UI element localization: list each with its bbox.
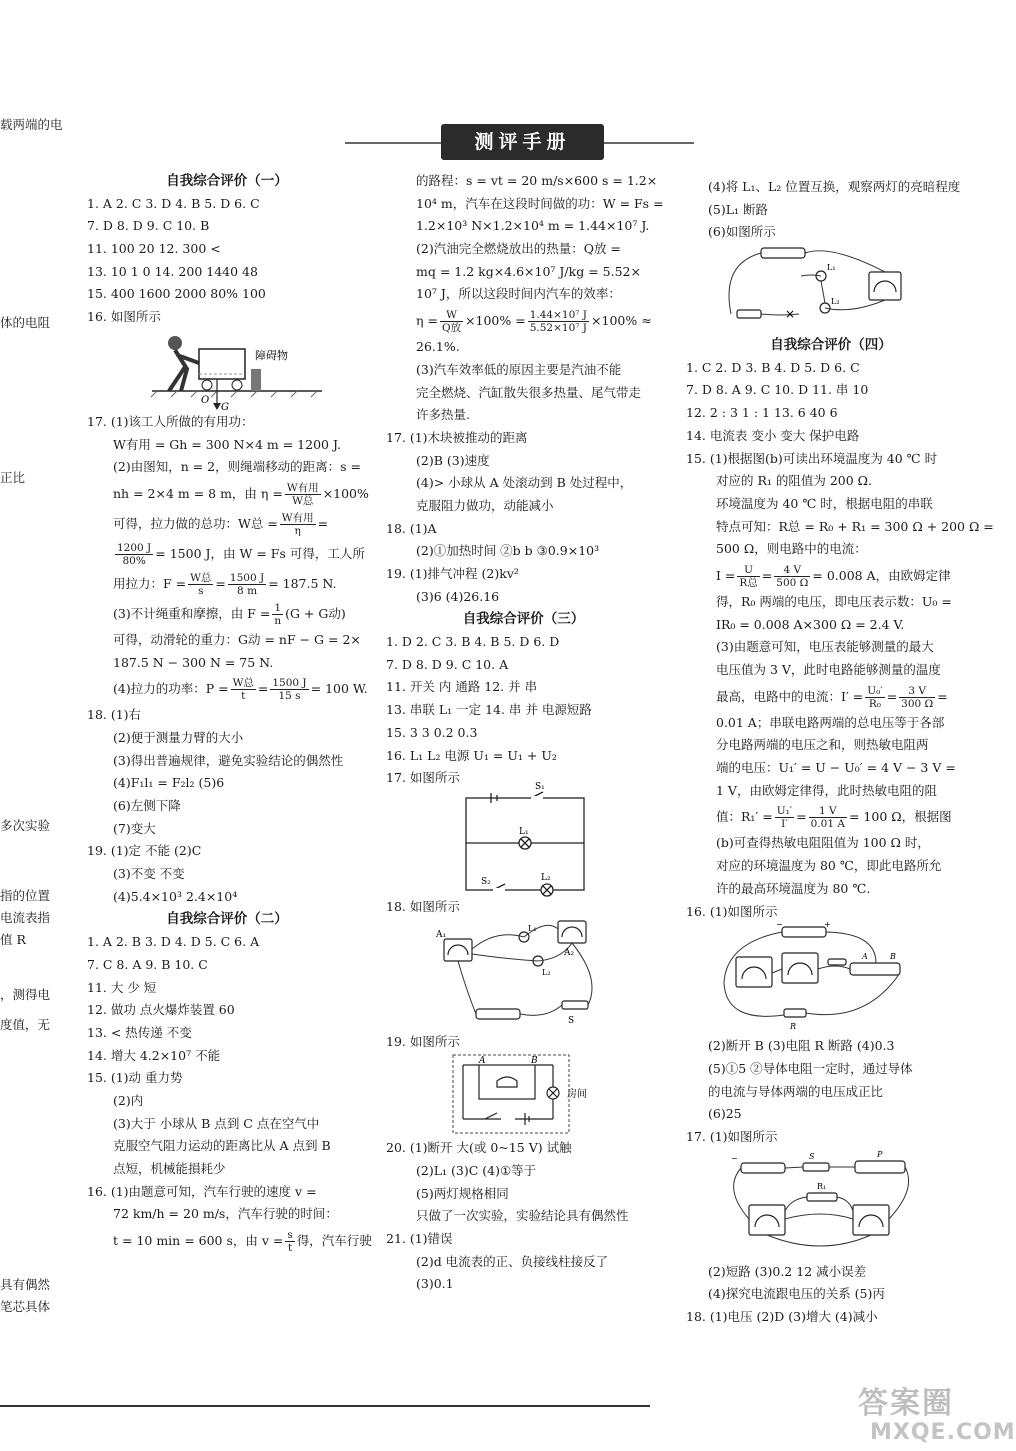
bottom-rule	[0, 1405, 650, 1407]
answer-line: (3)汽车效率低的原因主要是汽油不能	[416, 361, 622, 377]
room-label: 房间	[567, 1089, 587, 1101]
edge-text: 电流表指	[0, 910, 51, 925]
answer-line-formula	[686, 561, 976, 591]
edge-text: 值 R	[0, 932, 26, 947]
svg-text:L₁: L₁	[519, 826, 529, 837]
answer-line: 12. 2 : 3 1 : 1 13. 6 40 6	[686, 405, 838, 421]
fraction-denominator: W总	[292, 494, 314, 507]
fraction	[775, 805, 794, 830]
answer-line: 只做了一次实验，实验结论具有偶然性	[416, 1208, 629, 1224]
answer-line: 1.2×10³ N×1.2×10⁴ m = 1.44×10⁷ J.	[416, 218, 650, 234]
fraction-numerator: 1500 J	[229, 571, 265, 584]
svg-text:L₂: L₂	[542, 967, 551, 977]
answer-line: 点短，机械能損耗少	[113, 1161, 226, 1176]
answer-line: 7. C 8. A 9. B 10. C	[87, 956, 208, 972]
answer-line: 13. 10 1 0 14. 200 1440 48	[87, 263, 258, 279]
answer-line: 分电路两端的电压之和，则热敏电阻两	[716, 737, 929, 753]
formula-text: t = 10 min = 600 s，由 v =	[113, 1233, 284, 1249]
answer-line: 10⁴ m，汽车在这段时间做的功：W = Fs =	[416, 195, 664, 211]
answer-line: 13. 串联 L₁ 一定 14. 串 并 电源短路	[386, 702, 592, 718]
fraction	[272, 602, 283, 627]
fraction-denominator: 80%	[122, 554, 146, 567]
svg-text:L₂: L₂	[831, 297, 840, 307]
fraction-denominator: R总	[739, 576, 758, 589]
fraction-denominator: η	[294, 524, 301, 537]
header-rule-right	[604, 142, 694, 144]
svg-text:A₁: A₁	[436, 929, 447, 940]
svg-text:L₂: L₂	[541, 872, 551, 883]
fraction-denominator: 8 m	[237, 584, 258, 597]
fraction-numerator: 4 V	[774, 564, 810, 577]
header-rule-left	[345, 142, 441, 144]
answer-line: (3)6 (4)26.16	[416, 588, 500, 604]
fraction-denominator: t	[287, 1242, 293, 1255]
answer-line: (2)d 电流表的正、负接线柱接反了	[416, 1253, 609, 1269]
fraction-numerator: 1	[272, 602, 283, 615]
answer-line: 19. (1)定 不能 (2)C	[87, 843, 202, 859]
answer-line: 15. (1)根据图(b)可读出环境温度为 40 ℃ 时	[686, 450, 938, 466]
answer-line: 14. 增大 4.2×10⁷ 不能	[87, 1047, 221, 1063]
formula-text: =	[317, 515, 329, 531]
fraction	[228, 572, 266, 597]
svg-text:−: −	[776, 920, 783, 930]
fraction-denominator: I′	[781, 818, 788, 831]
svg-text:S₁: S₁	[535, 781, 545, 792]
answer-line: 18. (1)右	[87, 707, 142, 723]
answer-line: 克服空气阻力运动的距离比从 A 点到 B	[113, 1138, 331, 1154]
fraction-numerator: U₁′	[776, 805, 793, 818]
formula-text: 可得，拉力做的总功：W总 =	[113, 515, 278, 531]
fraction-numerator: W总	[232, 677, 254, 690]
formula-text: 值：R₁′ =	[716, 809, 773, 825]
answer-line: (6)如图所示	[708, 224, 776, 240]
answer-line: 许多热量.	[416, 407, 470, 423]
column-3	[686, 176, 994, 1329]
edge-text: 笔芯具体	[0, 1299, 51, 1314]
figure-circuit-17	[461, 781, 601, 896]
formula-text: ×100% =	[465, 313, 526, 329]
formula-text: I =	[716, 567, 736, 583]
answer-line: (6)左侧下降	[113, 798, 181, 813]
answer-line: (3)由题意可知，电压表能够测量的最大	[716, 639, 934, 655]
answer-line: (3)不变 不变	[113, 866, 185, 882]
answer-line: 13. < 热传递 不变	[87, 1024, 192, 1040]
answer-line: (7)变大	[113, 820, 156, 836]
svg-text:R: R	[790, 1022, 797, 1032]
answer-line: (2)便于测量力臂的大小	[113, 729, 244, 745]
answer-line: 26.1%.	[416, 339, 460, 355]
answer-line-formula	[87, 509, 367, 539]
fraction	[774, 564, 810, 589]
answer-line: (2)断开 B (3)电阻 R 断路 (4)0.3	[708, 1038, 895, 1054]
answer-line: 15. (1)动 重力势	[87, 1070, 183, 1086]
figure-circuit-17b	[721, 1149, 921, 1261]
answer-line: 16. (1)如图所示	[686, 903, 778, 919]
formula-text: (4)拉力的功率：P =	[113, 681, 229, 697]
svg-text:R₁: R₁	[817, 1181, 827, 1191]
formula-text: ×100%	[322, 485, 369, 501]
fraction	[285, 1229, 294, 1254]
answer-line: (5)①5 ②导体电阻一定时，通过导体	[708, 1060, 913, 1076]
answer-line: 16. (1)由题意可知，汽车行驶的速度 v =	[87, 1183, 317, 1199]
formula-text: 用拉力：F =	[113, 575, 187, 591]
answer-line: 12. 做功 点火爆炸装置 60	[87, 1002, 235, 1018]
formula-text: = 100 W.	[310, 681, 368, 697]
fraction-numerator: s	[287, 1229, 293, 1242]
answer-line: (2)短路 (3)0.2 12 减小误差	[708, 1263, 867, 1279]
answer-line: 11. 大 少 短	[87, 979, 157, 995]
svg-text:A₂: A₂	[564, 947, 575, 958]
circuit-diagram-18	[436, 919, 606, 1031]
answer-line: 187.5 N − 300 N = 75 N.	[113, 654, 274, 670]
fraction	[528, 309, 589, 334]
edge-text: 度值，无	[0, 1017, 51, 1032]
fraction-denominator: 300 Ω	[901, 697, 934, 710]
answer-line: 的电流与导体两端的电压成正比	[708, 1083, 884, 1099]
answer-line: 16. 如图所示	[87, 309, 161, 325]
answer-line-formula	[87, 599, 367, 629]
edge-text: 正比	[0, 470, 26, 485]
formula-text: =	[937, 688, 948, 704]
watermark-url: MXQE.COM	[870, 1420, 1016, 1445]
answer-line: 15. 400 1600 2000 80% 100	[87, 286, 266, 302]
answer-line: IR₀ = 0.008 A×300 Ω = 2.4 V.	[716, 616, 905, 632]
answer-line: mq = 1.2 kg×4.6×10⁷ J/kg = 5.52×	[416, 263, 641, 279]
answer-line: 电压值为 3 V，此时电路能够测量的温度	[716, 662, 941, 677]
circuit-diagram-17	[461, 781, 601, 896]
watermark-logo: 答案圈	[858, 1386, 954, 1421]
answer-line: (2)B (3)速度	[416, 452, 490, 468]
fraction-numerator: W总	[190, 571, 212, 584]
fraction-numerator: U	[737, 564, 759, 577]
fraction	[188, 572, 213, 597]
answer-line: 15. 3 3 0.2 0.3	[386, 724, 478, 740]
edge-text: 多次实验	[0, 818, 51, 833]
answer-line: 18. 如图所示	[386, 898, 460, 914]
fraction	[809, 805, 847, 830]
fraction	[285, 482, 321, 507]
answer-line: 19. 如图所示	[386, 1033, 460, 1049]
answer-line: (4)将 L₁、L₂ 位置互换，观察两灯的亮暗程度	[708, 179, 961, 194]
answer-line: 7. D 8. D 9. C 10. B	[87, 218, 210, 234]
answer-line: 17. (1)木块被推动的距离	[386, 429, 528, 445]
edge-text: 体的电阻	[0, 315, 51, 330]
column-2	[386, 170, 664, 1296]
fraction-denominator: n	[274, 614, 282, 627]
formula-text: 最高，电路中的电流：I′ =	[716, 688, 864, 704]
svg-text:O: O	[201, 394, 210, 406]
answer-line: 1. A 2. B 3. D 4. D 5. C 6. A	[87, 934, 260, 950]
worker-cart-diagram	[147, 329, 347, 411]
svg-text:−: −	[731, 1153, 738, 1163]
formula-text: (3)不计绳重和摩擦，由 F =	[113, 605, 271, 621]
answer-line: 500 Ω，则电路中的电流：	[716, 541, 867, 557]
answer-line: 完全燃烧、汽缸散失很多热量、尾气带走	[416, 384, 642, 400]
fraction	[115, 542, 153, 567]
formula-text: = 100 Ω，根据图	[848, 809, 952, 825]
fraction-numerator: 1.44×10⁷ J	[529, 309, 588, 322]
answer-line-formula	[87, 569, 367, 599]
formula-text: =	[796, 809, 807, 825]
answer-line: 72 km/h = 20 m/s，汽车行驶的时间：	[113, 1206, 338, 1222]
answer-line-formula	[386, 306, 661, 336]
section-title: 自我综合评价（二）	[166, 911, 288, 928]
fraction-denominator: 5.52×10⁷ J	[529, 322, 588, 335]
answer-line: (5)L₁ 断路	[708, 201, 768, 217]
answer-line-formula	[87, 674, 367, 704]
answer-line: (6)25	[708, 1106, 742, 1122]
figure-circuit-19	[451, 1053, 591, 1137]
answer-line: 10⁷ J，所以这段时间内汽车的效率：	[416, 286, 621, 302]
formula-text: η =	[416, 313, 438, 329]
edge-text: 载两端的电	[0, 117, 63, 132]
section-banner: 测评手册	[441, 124, 604, 160]
answer-line: (4)5.4×10³ 2.4×10⁴	[113, 888, 238, 904]
svg-text:S: S	[809, 1151, 815, 1161]
answer-line: (b)可查得热敏电阻阻值为 100 Ω 时，	[716, 835, 930, 851]
formula-text: (G + G动)	[285, 605, 346, 621]
section-title: 自我综合评价（四）	[770, 337, 892, 354]
column-1	[87, 170, 372, 1256]
fraction-denominator: 500 Ω	[776, 576, 809, 589]
fraction-denominator: R₀	[868, 697, 882, 710]
answer-line: 7. D 8. D 9. C 10. A	[386, 656, 509, 672]
answer-line: 可得，动滑轮的重力：G动 = nF − G = 2×	[113, 631, 361, 647]
svg-text:L₁: L₁	[827, 263, 836, 273]
answer-line: (4)> 小球从 A 处滚动到 B 处过程中，	[416, 475, 633, 491]
answer-line: 对应的环境温度为 80 ℃，即此电路所允	[716, 858, 942, 874]
fraction-denominator: t	[241, 690, 246, 703]
svg-text:S: S	[568, 1015, 575, 1026]
figure-circuit-e6	[721, 244, 921, 334]
answer-line: W有用 = Gh = 300 N×4 m = 1200 J.	[113, 436, 341, 452]
answer-line-formula	[686, 802, 976, 832]
fraction	[270, 677, 308, 702]
formula-text: ×100% ≈	[591, 313, 652, 329]
answer-line: 1. A 2. C 3. D 4. B 5. D 6. C	[87, 195, 260, 211]
answer-line: 许的最高环境温度为 80 ℃.	[716, 880, 871, 896]
answer-line: (4)探究电流跟电压的关系 (5)丙	[708, 1286, 885, 1302]
answer-line: 1 V，由欧姆定律得，此时热敏电阻的阻	[716, 782, 937, 798]
formula-text: =	[886, 688, 898, 704]
answer-line: 7. D 8. A 9. C 10. D 11. 串 10	[686, 382, 869, 398]
answer-line: (5)两灯规格相同	[416, 1185, 509, 1201]
answer-line: 11. 100 20 12. 300 <	[87, 241, 221, 257]
answer-line: (2)汽油完全燃烧放出的热量：Q放 =	[416, 241, 621, 257]
answer-line: 0.01 A；串联电路两端的总电压等于各部	[716, 714, 945, 730]
answer-line: 1. C 2. D 3. B 4. D 5. D 6. C	[686, 359, 860, 375]
svg-text:A: A	[862, 952, 868, 962]
answer-line: 19. (1)排气冲程 (2)kv²	[386, 566, 519, 581]
fraction	[231, 677, 256, 702]
edge-text: 指的位置	[0, 888, 51, 903]
answer-line: 18. (1)电压 (2)D (3)增大 (4)减小	[686, 1309, 878, 1324]
fraction-numerator: W有用	[286, 481, 319, 494]
figure-worker-cart	[147, 329, 347, 411]
answer-line: 20. (1)断开 大(或 0~15 V) 试触	[386, 1140, 572, 1156]
fraction	[865, 685, 884, 710]
answer-line: 环境温度为 40 ℃ 时，根据电阻的串联	[716, 495, 933, 511]
section-title: 自我综合评价（一）	[166, 173, 288, 189]
answer-line: 的路程：s = vt = 20 m/s×600 s = 1.2×	[416, 173, 658, 188]
answer-line: (3)得出普遍规律，避免实验结论的偶然性	[113, 752, 344, 768]
figure-circuit-16	[716, 920, 916, 1035]
fraction-denominator: Q放	[441, 322, 462, 335]
answer-line: (3)大于 小球从 B 点到 C 点在空气中	[113, 1115, 320, 1131]
circuit-diagram-17b	[721, 1149, 921, 1261]
answer-line: (2)L₁ (3)C (4)①等于	[416, 1162, 537, 1178]
answer-line: 17. (1)如图所示	[686, 1128, 778, 1144]
obstacle-label: 障碍物	[255, 348, 288, 362]
fraction	[899, 685, 935, 710]
edge-text: 具有偶然	[0, 1277, 51, 1292]
answer-line-formula	[87, 479, 367, 509]
answer-line: 11. 开关 内 通路 12. 并 串	[386, 679, 538, 695]
svg-text:L₁: L₁	[528, 923, 537, 933]
fraction	[737, 564, 759, 589]
fraction-numerator: 1200 J	[117, 541, 152, 554]
figure-circuit-18	[436, 919, 606, 1031]
answer-line: 克服阻力做功，动能减小	[416, 497, 554, 513]
formula-text: =	[257, 681, 269, 697]
svg-text:B: B	[531, 1056, 538, 1067]
fraction-denominator: s	[198, 584, 204, 597]
answer-line: 17. 如图所示	[386, 770, 460, 786]
circuit-diagram-16	[716, 920, 916, 1035]
formula-text: = 0.008 A，由欧姆定律	[812, 567, 951, 583]
svg-text:+: +	[824, 920, 831, 930]
answer-line: (3)0.1	[416, 1276, 454, 1292]
svg-text:A: A	[479, 1056, 486, 1067]
fraction-numerator: 1500 J	[272, 677, 307, 690]
answer-line: 特点可知：R总 = R₀ + R₁ = 300 Ω + 200 Ω =	[716, 518, 994, 534]
answer-line: (2)①加热时间 ②b b ③0.9×10³	[416, 543, 600, 559]
fraction-numerator: W	[440, 309, 463, 322]
formula-text: 得，汽车行驶	[296, 1233, 372, 1249]
formula-text: nh = 2×4 m = 8 m，由 η =	[113, 485, 283, 501]
answer-line-formula	[686, 682, 976, 712]
section-title: 自我综合评价（三）	[462, 611, 585, 628]
fraction-denominator: 0.01 A	[810, 818, 845, 831]
formula-text: = 1500 J，由 W = Fs 可得，工人所	[155, 545, 365, 561]
edge-text: ，测得电	[0, 987, 51, 1002]
answer-line-formula	[87, 1226, 372, 1256]
svg-text:S₂: S₂	[481, 876, 491, 887]
answer-line: 端的电压：U₁′ = U − U₀′ = 4 V − 3 V =	[716, 760, 956, 776]
fraction	[440, 309, 463, 334]
answer-line: (2)由图知，n = 2，则绳端移动的距离：s =	[113, 459, 361, 475]
circuit-diagram-19	[451, 1053, 591, 1137]
fraction-numerator: U₀′	[867, 684, 883, 697]
svg-text:×: ×	[785, 307, 796, 322]
fraction-denominator: 15 s	[278, 690, 301, 703]
fraction-numerator: W有用	[281, 511, 314, 524]
svg-text:B: B	[890, 952, 896, 962]
answer-line: 对应的 R₁ 的阻值为 200 Ω.	[716, 473, 873, 489]
svg-text:P: P	[877, 1149, 883, 1159]
formula-text: = 187.5 N.	[268, 575, 337, 591]
svg-text:G: G	[221, 401, 229, 413]
answer-line: (2)内	[113, 1092, 144, 1108]
fraction-numerator: 3 V	[899, 685, 935, 698]
answer-line: 14. 电流表 变小 变大 保护电路	[686, 427, 860, 443]
fraction	[280, 512, 316, 537]
answer-line: 17. (1)该工人所做的有用功：	[87, 413, 254, 429]
circuit-diagram-e6	[721, 244, 921, 334]
answer-line: 18. (1)A	[386, 520, 437, 536]
formula-text: =	[215, 575, 226, 591]
formula-text: =	[761, 567, 773, 583]
answer-line: 得，R₀ 两端的电压，即电压表示数：U₀ =	[716, 593, 952, 609]
answer-line: 1. D 2. C 3. B 4. B 5. D 6. D	[386, 634, 560, 650]
answer-line-formula	[87, 539, 367, 569]
answer-line: (4)F₁l₁ = F₂l₂ (5)6	[113, 775, 225, 791]
answer-line: 21. (1)错误	[386, 1231, 453, 1246]
fraction-numerator: 1 V	[809, 805, 847, 818]
answer-line: 16. L₁ L₂ 电源 U₁ = U₁ + U₂	[386, 747, 557, 763]
